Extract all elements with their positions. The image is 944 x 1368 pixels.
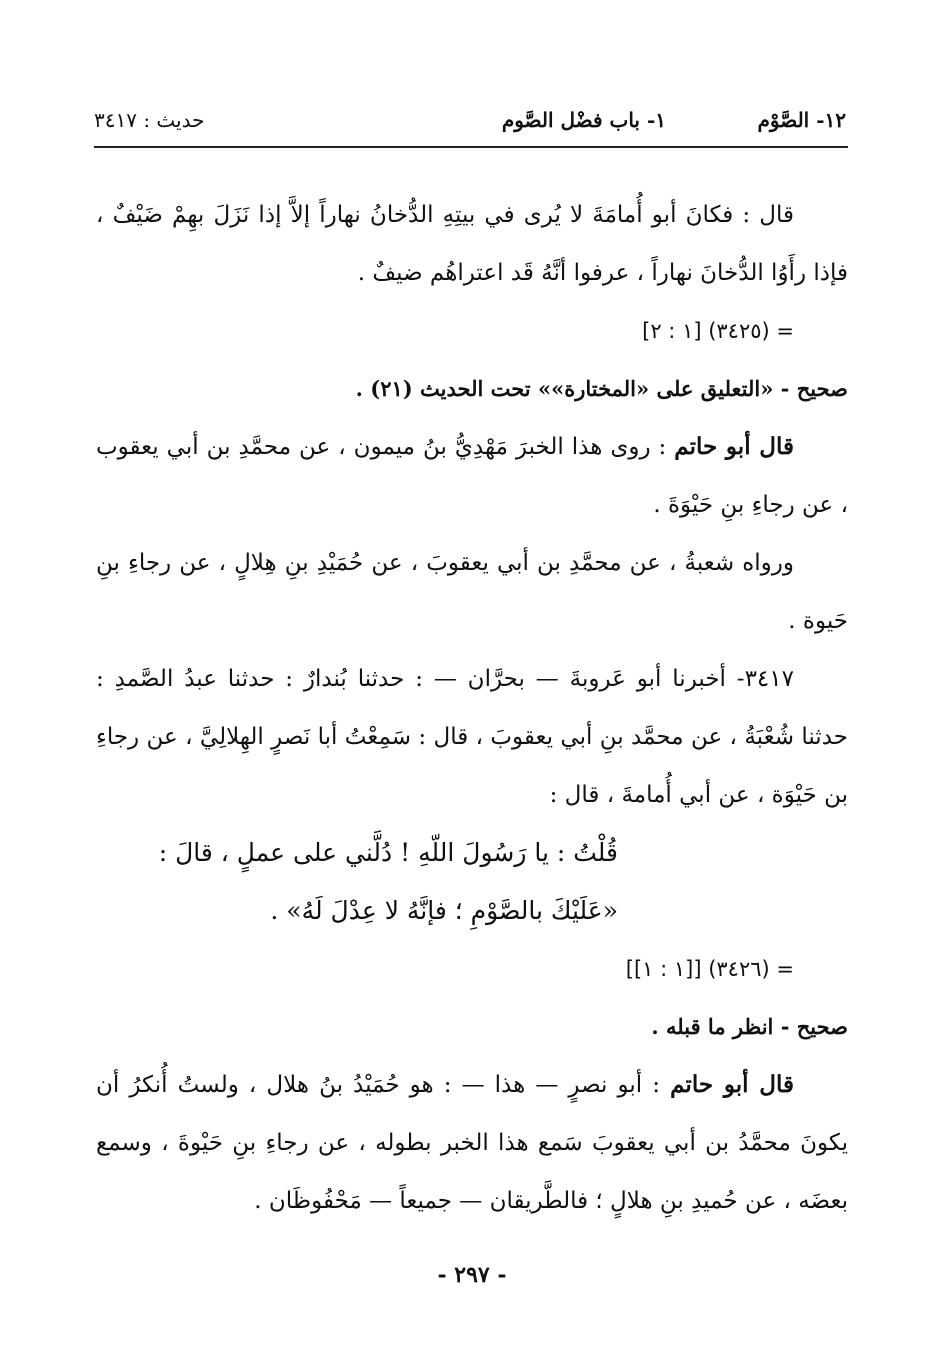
hadith-text: قُلْتُ : يا رَسُولَ اللّهِ ! دُلَّني على عملٍ ، قالَ : xyxy=(158,838,618,867)
hadith-text: «عَلَيْكَ بالصَّوْمِ ؛ فإنَّهُ لا عِدْلَ لَهُ» . xyxy=(270,896,618,925)
running-header xyxy=(94,108,846,138)
commentary-paragraph: ورواه شعبةُ ، عن محمَّدِ بن أبي يعقوبَ ، عن حُمَيْدِ بنِ هِلالٍ ، عن رجاءِ بنِ حَيوة . xyxy=(96,550,848,634)
hadith-reference: حديث : ٣٤١٧ xyxy=(94,108,205,132)
grading-note: صحيح - انظر ما قبله . xyxy=(651,1014,848,1039)
commentary-paragraph xyxy=(96,418,848,534)
header-divider xyxy=(94,146,848,148)
narration-paragraph: قال : فكانَ أبو أُمامَةَ لا يُرى في بيتِهِ الدُّخانُ نهاراً إلاَّ إذا نَزَلَ بهِمْ ضَيْفٌ ، فإذا رأَوُا الدُّخانَ نهاراً ، عرفوا أنَّهُ قَد اعتراهُم ضيفٌ . xyxy=(96,202,848,286)
hadith-isnad: ٣٤١٧- أخبرنا أبو عَروبةَ — بحرَّان — : حدثنا بُندارٌ : حدثنا عبدُ الصَّمدِ : حدثنا شُعْبَةُ ، عن محمَّد بنِ أبي يعقوبَ ، قال : سَمِعْتُ أبا نَصرٍ الهِلالِيَّ ، عن رجاءِ بن حَيْوَة ، عن أبي أُمامةَ ، قال : xyxy=(96,666,848,808)
commentary-lead: قال أبو حاتم xyxy=(674,433,794,460)
section-title: ١- باب فضْل الصَّوم xyxy=(501,108,666,132)
page-body xyxy=(96,186,848,1230)
cross-reference: = (٣٤٢٦) [[١ : ١]] xyxy=(625,957,794,981)
cross-reference: = (٣٤٢٥) [١ : ٢] xyxy=(642,319,794,343)
commentary-text: : روى هذا الخبرَ مَهْدِيُّ بنُ ميمون ، عن محمَّدِ بن أبي يعقوب ، عن رجاءِ بنِ حَيْوَةَ . xyxy=(96,434,848,518)
grading-note: صحيح - «التعليق على «المختارة»» تحت الحديث (٢١) . xyxy=(355,376,848,401)
chapter-title: ١٢- الصَّوْم xyxy=(757,108,846,132)
commentary-paragraph xyxy=(96,1056,848,1230)
page-number: - ٢٩٧ - xyxy=(437,1262,507,1288)
commentary-lead: قال أبو حاتم xyxy=(670,1071,794,1098)
commentary-text: : أبو نصرٍ — هذا — : هو حُمَيْدُ بنُ هلال ، ولستُ أُنكرُ أن يكونَ محمَّدُ بن أبي يعقوبَ سَمع هذا الخبر بطوله ، عن رجاءِ بنِ حَيْوةَ ، وسمع بعضَه ، عن حُميدِ بنِ هلالٍ ؛ فالطَّريقان — جميعاً — مَحْفُوظَان . xyxy=(96,1072,848,1214)
